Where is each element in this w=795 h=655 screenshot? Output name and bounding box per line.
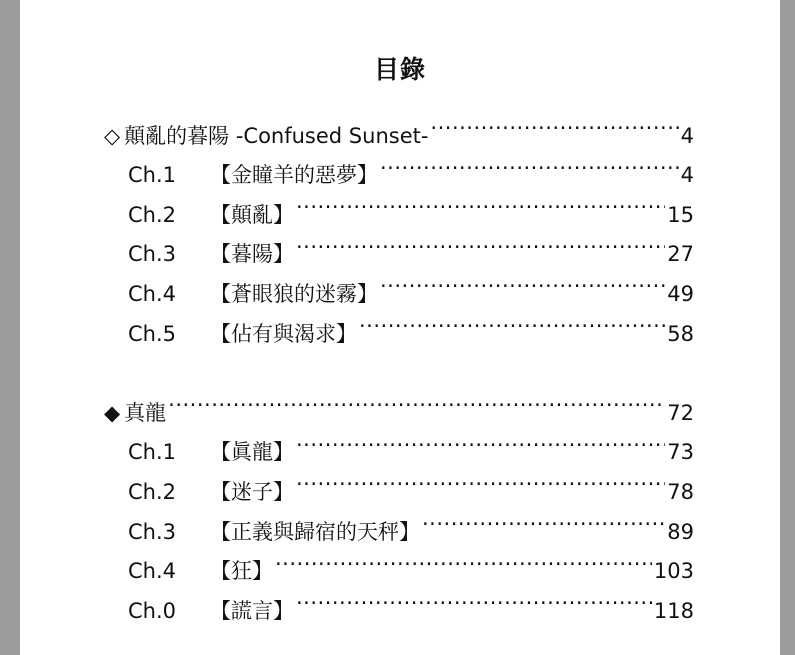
dot-leader	[296, 459, 665, 499]
page-number: 72	[667, 400, 694, 425]
dot-leader	[359, 301, 665, 341]
dot-leader	[296, 182, 665, 222]
document-page	[20, 0, 780, 655]
chapter-title: 【佔有與渴求】	[210, 321, 357, 346]
chapter-number: Ch.3	[128, 519, 177, 544]
dot-leader	[430, 103, 678, 143]
page-number: 4	[680, 123, 694, 148]
toc-part-entry[interactable]	[104, 103, 694, 148]
chapter-number: Ch.1	[128, 440, 177, 465]
chapter-title: 【狂】	[210, 559, 273, 584]
chapter-number: Ch.3	[128, 242, 177, 267]
chapter-number: Ch.4	[128, 559, 177, 584]
part-title: 真龍	[124, 400, 167, 425]
page-title: 目錄	[373, 55, 426, 84]
page-number: 27	[667, 242, 694, 267]
filled-diamond-icon: ◆	[104, 400, 121, 425]
dot-leader	[422, 499, 665, 539]
toc-chapter-entry[interactable]	[104, 420, 694, 465]
chapter-title: 【謊言】	[210, 598, 294, 623]
chapter-title: 【暮陽】	[210, 242, 294, 267]
chapter-number: Ch.2	[128, 479, 177, 504]
page-number: 89	[667, 519, 694, 544]
page-number: 103	[653, 559, 694, 584]
table-of-contents	[104, 103, 694, 623]
chapter-number: Ch.2	[128, 202, 177, 227]
chapter-number: Ch.5	[128, 321, 177, 346]
page-number: 58	[667, 321, 694, 346]
dot-leader	[275, 539, 652, 579]
chapter-number: Ch.4	[128, 281, 177, 306]
chapter-title: 【金瞳羊的惡夢】	[210, 163, 378, 188]
chapter-title: 【蒼眼狼的迷霧】	[210, 281, 378, 306]
chapter-number: Ch.1	[128, 163, 177, 188]
chapter-title: 【眞龍】	[210, 440, 294, 465]
page-number: 4	[680, 163, 694, 188]
dot-leader	[380, 261, 665, 301]
page-number: 73	[667, 440, 694, 465]
page-number: 78	[667, 479, 694, 504]
toc-part-entry[interactable]	[104, 380, 694, 425]
page-number: 118	[653, 598, 694, 623]
dot-leader	[296, 578, 652, 618]
chapter-title: 【顛亂】	[210, 202, 294, 227]
dot-leader	[168, 380, 665, 420]
chapter-title: 【正義與歸宿的天秤】	[210, 519, 420, 544]
hollow-diamond-icon: ◇	[104, 123, 121, 148]
dot-leader	[380, 143, 679, 183]
page-number: 49	[667, 281, 694, 306]
chapter-title: 【迷子】	[210, 479, 294, 504]
dot-leader	[296, 420, 665, 460]
page-number: 15	[667, 202, 694, 227]
chapter-number: Ch.0	[128, 598, 177, 623]
part-title: 顛亂的暮陽 -Confused Sunset-	[124, 123, 429, 148]
dot-leader	[296, 222, 665, 262]
